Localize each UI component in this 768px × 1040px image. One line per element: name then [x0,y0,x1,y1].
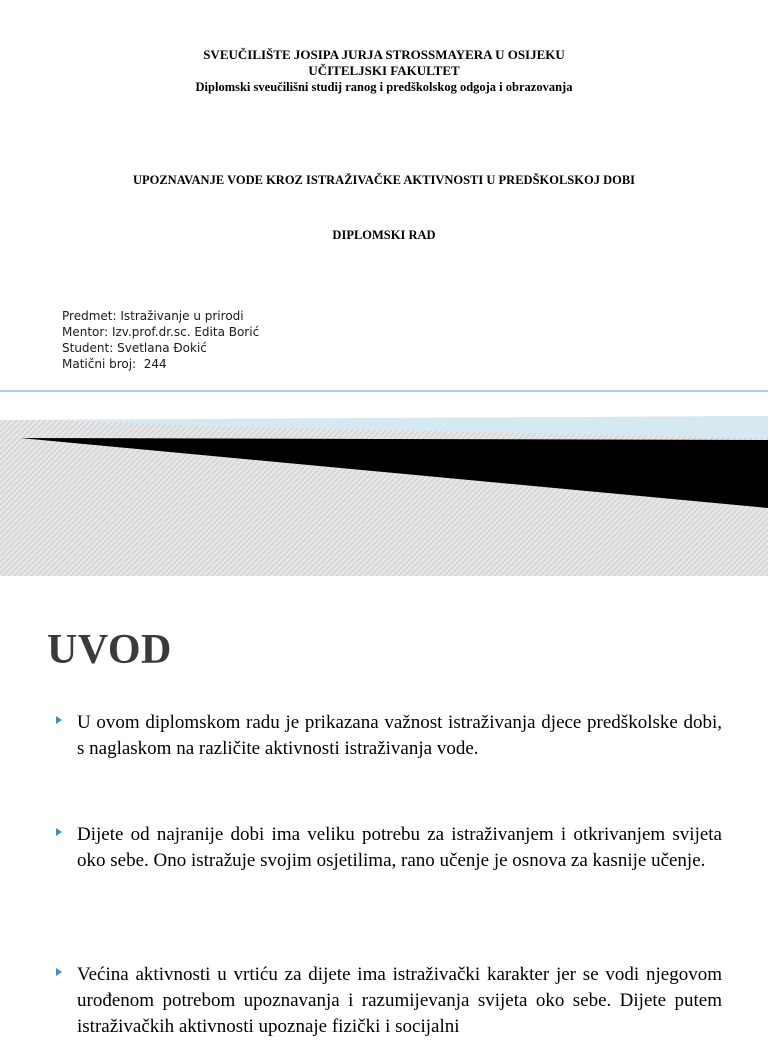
thesis-title: UPOZNAVANJE VODE KROZ ISTRAŽIVAČKE AKTIVNOSTI U PREDŠKOLSKOJ DOBI [132,173,636,187]
meta-student: Student: Svetlana Đokić [62,341,207,355]
meta-index-number: Matični broj: 244 [62,357,167,371]
meta-mentor: Mentor: Izv.prof.dr.sc. Edita Borić [62,325,260,339]
study-program: Diplomski sveučilišni studij ranog i predškolskog odgoja i obrazovanja [195,80,573,94]
faculty-name: UČITELJSKI FAKULTET [308,63,460,78]
list-item [56,710,722,762]
university-name: SVEUČILIŠTE JOSIPA JURJA STROSSMAYERA U OSIJEKU [203,47,565,62]
slide-title: UVOD [47,627,172,673]
decorative-band [0,386,768,576]
institution-header [0,47,768,95]
list-item [56,822,722,874]
bullet-text: Većina aktivnosti u vrtiću za dijete ima istraživački karakter jer se vodi njegovom urođenom potrebom upoznavanja i razumijevanja svijeta oko sebe. Dijete putem istraživačkih aktivnosti upoznaje fizički i socijalni [77,964,722,1037]
list-item [56,962,722,1040]
thesis-type: DIPLOMSKI RAD [332,228,436,242]
meta-subject: Predmet: Istraživanje u prirodi [62,309,244,323]
bullet-arrow-icon [56,828,62,836]
thesis-meta [62,308,259,372]
bullet-text: U ovom diplomskom radu je prikazana važnost istraživanja djece predškolske dobi, s naglaskom na različite aktivnosti istraživanja vode. [77,712,722,759]
bullet-arrow-icon [56,968,62,976]
bullet-arrow-icon [56,716,62,724]
intro-slide [0,576,768,1037]
bullet-text: Dijete od najranije dobi ima veliku potrebu za istraživanjem i otkrivanjem svijeta oko sebe. Ono istražuje svojim osjetilima, rano učenje je osnova za kasnije učenje. [77,824,722,871]
